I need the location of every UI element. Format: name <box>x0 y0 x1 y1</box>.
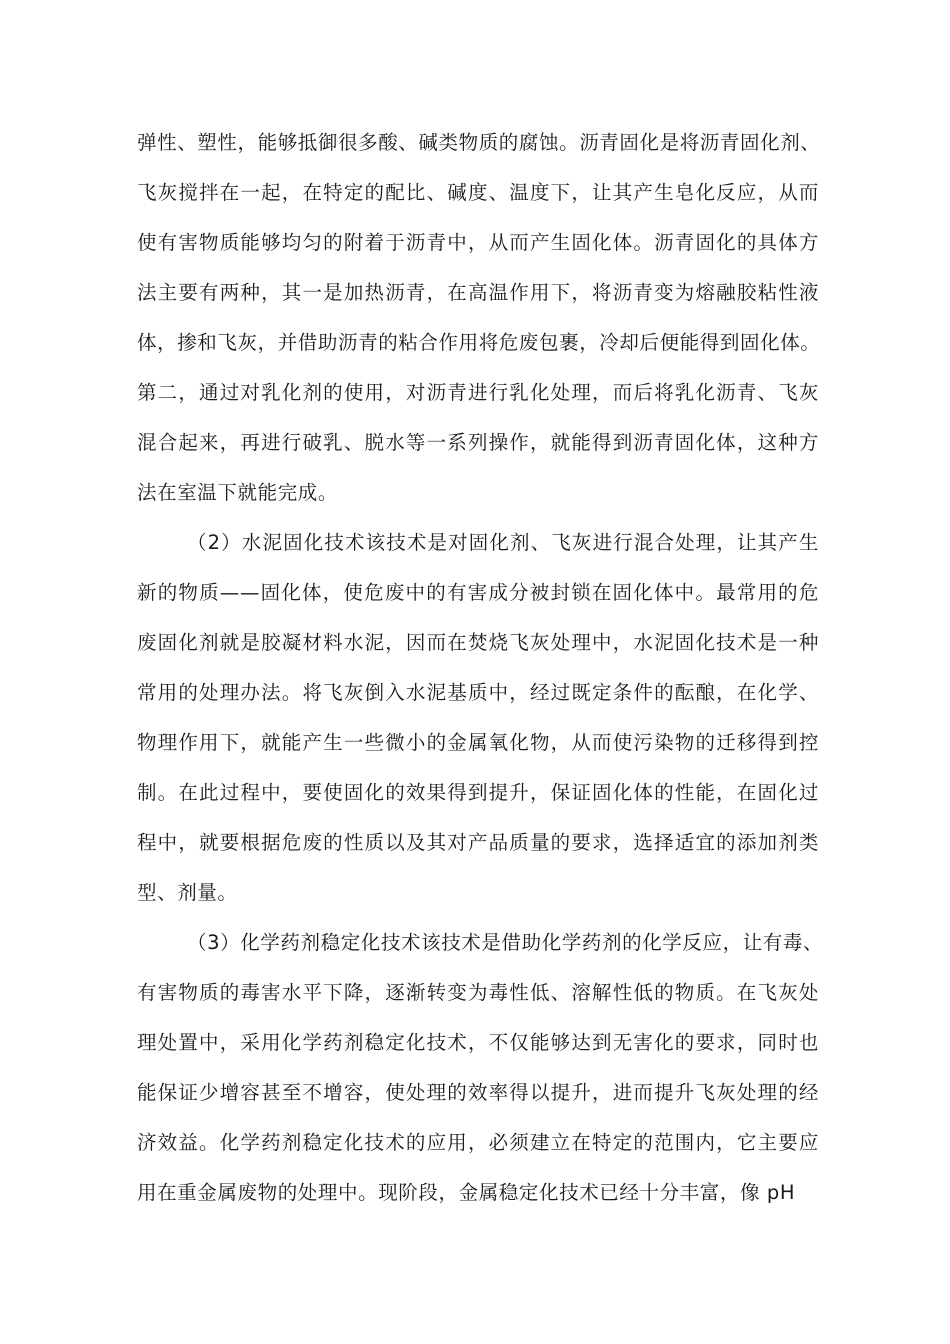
text-line: 有害物质的毒害水平下降，逐渐转变为毒性低、溶解性低的物质。在飞灰处 <box>137 981 819 1004</box>
document-page <box>137 118 824 1218</box>
text-line: 弹性、塑性，能够抵御很多酸、碱类物质的腐蚀。沥青固化是将沥青固化剂、 <box>137 131 821 154</box>
text-line: 使有害物质能够均匀的附着于沥青中，从而产生固化体。沥青固化的具体方 <box>137 231 819 254</box>
text-line: （2）水泥固化技术该技术是对固化剂、飞灰进行混合处理，让其产生 <box>187 531 819 554</box>
text-line: 体，掺和飞灰，并借助沥青的粘合作用将危废包裹，冷却后便能得到固化体。 <box>137 331 821 354</box>
text-line: 法在室温下就能完成。 <box>137 481 339 504</box>
text-line: （3）化学药剂稳定化技术该技术是借助化学药剂的化学反应，让有毒、 <box>187 931 824 954</box>
text-line: 常用的处理办法。将飞灰倒入水泥基质中，经过既定条件的酝酿，在化学、 <box>137 681 819 704</box>
text-line: 废固化剂就是胶凝材料水泥，因而在焚烧飞灰处理中，水泥固化技术是一种 <box>137 631 819 654</box>
text-line: 飞灰搅拌在一起，在特定的配比、碱度、温度下，让其产生皂化反应，从而 <box>137 181 819 204</box>
text-line: 用在重金属废物的处理中。现阶段，金属稳定化技术已经十分丰富，像 pH <box>137 1181 796 1204</box>
paragraph-asphalt-solidification <box>137 118 819 518</box>
text-line: 法主要有两种，其一是加热沥青，在高温作用下，将沥青变为熔融胶粘性液 <box>137 281 819 304</box>
text-line: 济效益。化学药剂稳定化技术的应用，必须建立在特定的范围内，它主要应 <box>137 1131 819 1154</box>
text-line: 程中，就要根据危废的性质以及其对产品质量的要求，选择适宜的添加剂类 <box>137 831 819 854</box>
text-line: 制。在此过程中，要使固化的效果得到提升，保证固化体的性能，在固化过 <box>137 781 819 804</box>
text-line: 第二，通过对乳化剂的使用，对沥青进行乳化处理，而后将乳化沥青、飞灰 <box>137 381 819 404</box>
text-line: 能保证少增容甚至不增容，使处理的效率得以提升，进而提升飞灰处理的经 <box>137 1081 819 1104</box>
text-line: 新的物质——固化体，使危废中的有害成分被封锁在固化体中。最常用的危 <box>137 581 819 604</box>
paragraph-chemical-stabilization <box>137 918 824 1218</box>
text-line: 型、剂量。 <box>137 881 238 904</box>
text-line: 混合起来，再进行破乳、脱水等一系列操作，就能得到沥青固化体，这种方 <box>137 431 819 454</box>
text-line: 物理作用下，就能产生一些微小的金属氧化物，从而使污染物的迁移得到控 <box>137 731 819 754</box>
text-line: 理处置中，采用化学药剂稳定化技术，不仅能够达到无害化的要求，同时也 <box>137 1031 819 1054</box>
paragraph-cement-solidification <box>137 518 819 918</box>
